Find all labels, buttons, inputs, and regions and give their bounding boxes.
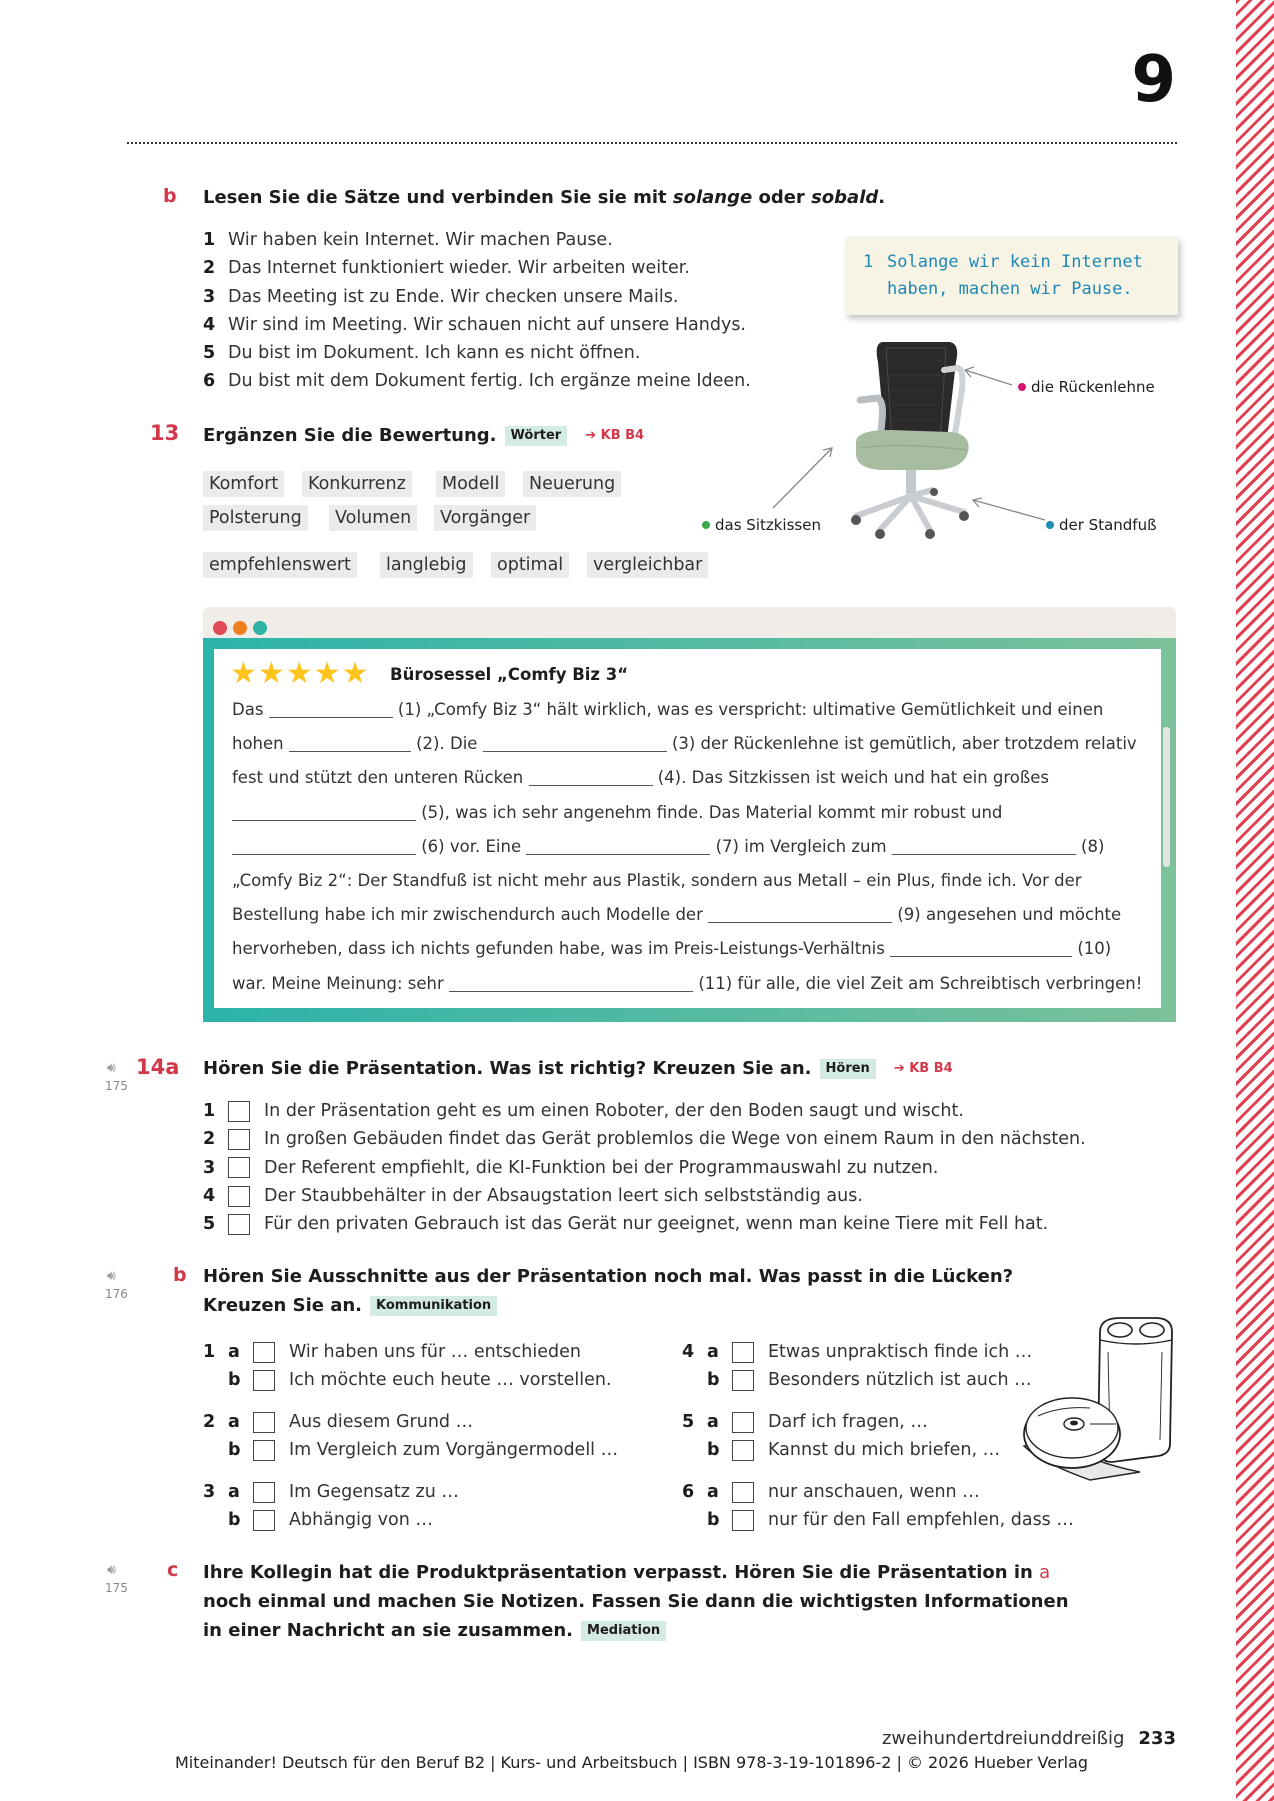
choice-option — [203, 1506, 618, 1534]
item-number: 3 — [203, 1482, 216, 1502]
option-text: Ich möchte euch heute … vorstellen. — [289, 1370, 612, 1390]
skill-tag: Hören — [820, 1059, 876, 1079]
item-number: 3 — [203, 286, 216, 307]
speaker-icon[interactable]: 🔊︎ — [107, 1268, 116, 1284]
text: (11) für alle, die viel Zeit am Schreibtisch verbringen! — [698, 973, 1143, 993]
item-number: 2 — [203, 1412, 216, 1432]
exercise-instruction — [203, 1558, 1069, 1645]
word-chip: optimal — [491, 552, 569, 578]
blank-5[interactable] — [232, 803, 416, 821]
list-item — [203, 1097, 1086, 1125]
list-item — [203, 1182, 1086, 1210]
word-chip: langlebig — [380, 552, 473, 578]
option-letter: b — [707, 1510, 720, 1530]
text: (8) — [1081, 836, 1105, 856]
exercise-instruction — [203, 183, 885, 212]
arrow-right-icon: ➔ — [893, 1061, 910, 1076]
speaker-icon[interactable]: 🔊︎ — [107, 1060, 116, 1076]
item-number: 4 — [682, 1342, 695, 1362]
choice-option — [203, 1338, 618, 1366]
instruction-text: noch einmal und machen Sie Notizen. Fassen Sie dann die wichtigsten Informationen — [203, 1591, 1069, 1612]
instruction-text: . — [878, 187, 886, 208]
exercise-letter: b — [173, 1264, 187, 1286]
label-seat — [702, 516, 821, 534]
decorative-stripe — [1236, 0, 1274, 1801]
robot-vacuum-illustration — [1020, 1312, 1176, 1482]
review-frame — [203, 638, 1176, 1022]
blank-8[interactable] — [892, 837, 1076, 855]
option-letter: b — [228, 1440, 241, 1460]
item-number: 5 — [203, 343, 216, 364]
list-item — [203, 339, 751, 367]
list-item — [203, 283, 751, 311]
instruction-text: Ergänzen Sie die Bewertung. — [203, 425, 497, 446]
option-letter: b — [707, 1370, 720, 1390]
checkbox[interactable] — [228, 1214, 250, 1235]
example-text: haben, machen wir Pause. — [887, 279, 1133, 299]
item-text: Für den privaten Gebrauch ist das Gerät nur geeignet, wenn man keine Tiere mit Fell hat. — [264, 1214, 1049, 1235]
text: (2). Die — [416, 734, 478, 754]
blank-3[interactable] — [483, 734, 667, 752]
audio-track-number: 175 — [105, 1581, 128, 1595]
option-letter: a — [707, 1482, 719, 1502]
item-number: 4 — [203, 1185, 216, 1206]
blank-2[interactable] — [289, 734, 411, 752]
example-number: 1 — [863, 252, 874, 272]
option-letter: a — [707, 1342, 719, 1362]
text: (6) vor. Eine — [421, 836, 522, 856]
exercise-instruction — [203, 421, 644, 450]
option-text: Im Gegensatz zu … — [289, 1482, 459, 1502]
word-chip: Neuerung — [523, 471, 621, 497]
example-text: Solange wir kein Internet — [887, 252, 1143, 272]
sentence-list — [203, 226, 751, 396]
list-item — [203, 226, 751, 254]
checkbox[interactable] — [253, 1440, 275, 1461]
skill-tag: Wörter — [505, 426, 568, 446]
text: (4). Das Sitzkissen ist weich und hat ein großes — [657, 768, 1050, 788]
option-text: Darf ich fragen, … — [768, 1412, 928, 1432]
choice-option — [682, 1338, 1074, 1366]
word-chip: Konkurrenz — [302, 471, 412, 497]
option-letter: a — [228, 1482, 240, 1502]
instruction-keyword: sobald — [811, 187, 879, 208]
blank-7[interactable] — [526, 837, 710, 855]
option-text: Im Vergleich zum Vorgängermodell … — [289, 1440, 619, 1460]
label-text: die Rückenlehne — [1031, 378, 1155, 396]
instruction-text: Hören Sie die Präsentation. Was ist richtig? Kreuzen Sie an. — [203, 1058, 812, 1079]
text: (7) im Vergleich zum — [715, 836, 887, 856]
checkbox[interactable] — [732, 1342, 754, 1363]
checkbox[interactable] — [732, 1370, 754, 1391]
exercise-number: 13 — [150, 421, 180, 445]
choice-option — [682, 1436, 1074, 1464]
review-title: Bürosessel „Comfy Biz 3“ — [390, 665, 629, 684]
list-item — [203, 1154, 1086, 1182]
option-letter: a — [707, 1412, 719, 1432]
choice-option — [203, 1366, 618, 1394]
text: Bestellung habe ich mir zwischendurch auch Modelle der — [232, 905, 703, 925]
checkbox[interactable] — [253, 1510, 275, 1531]
item-text: Du bist im Dokument. Ich kann es nicht öffnen. — [228, 343, 641, 364]
publication-footer: Miteinander! Deutsch für den Beruf B2 | Kurs- und Arbeitsbuch | ISBN 978-3-19-101896-2 | © 2026 Hueber Verlag — [175, 1753, 1089, 1772]
kb-text: KB B4 — [600, 428, 645, 443]
review-line — [232, 727, 1137, 761]
option-text: Abhängig von … — [289, 1510, 433, 1530]
review-line — [232, 932, 1132, 966]
page-number-word: zweihundertdreiunddreißig — [881, 1728, 1125, 1749]
exercise-number: 14a — [136, 1055, 180, 1079]
instruction-text: Hören Sie Ausschnitte aus der Präsentation noch mal. Was passt in die Lücken? — [203, 1266, 1014, 1287]
text: (1) „Comfy Biz 3“ hält wirklich, was es verspricht: ultimative Gemütlichkeit und einen — [397, 700, 1104, 719]
word-chip: vergleichbar — [587, 552, 708, 578]
audio-track-number: 175 — [105, 1079, 128, 1093]
review-line — [232, 898, 1132, 932]
checkbox[interactable] — [253, 1412, 275, 1433]
item-number: 5 — [203, 1214, 216, 1235]
item-text: In der Präsentation geht es um einen Roboter, der den Boden saugt und wischt. — [264, 1101, 964, 1121]
checkbox[interactable] — [732, 1482, 754, 1503]
item-text: Du bist mit dem Dokument fertig. Ich ergänze meine Ideen. — [228, 371, 751, 392]
choice-column-left — [203, 1338, 618, 1534]
exercise-instruction — [203, 1262, 1013, 1320]
choice-option — [682, 1366, 1074, 1394]
label-base — [1046, 516, 1157, 534]
option-letter: b — [228, 1370, 241, 1390]
list-item — [203, 311, 751, 339]
label-text: das Sitzkissen — [715, 516, 821, 534]
instruction-text: Ihre Kollegin hat die Produktpräsentation verpasst. Hören Sie die Präsentation in — [203, 1562, 1040, 1583]
exercise-letter: c — [167, 1559, 179, 1581]
window-maximize-dot — [253, 621, 267, 635]
checkbox[interactable] — [253, 1482, 275, 1503]
review-line — [232, 796, 1132, 830]
review-line — [232, 967, 1143, 1001]
item-text: Das Meeting ist zu Ende. Wir checken unsere Mails. — [228, 286, 679, 307]
kb-reference — [894, 1054, 953, 1083]
word-chip: Volumen — [329, 505, 417, 531]
item-text: In großen Gebäuden findet das Gerät problemlos die Wege von einem Raum in den nächsten. — [264, 1129, 1086, 1150]
item-number: 1 — [203, 1342, 216, 1362]
instruction-keyword: solange — [672, 187, 753, 208]
blank-10[interactable] — [890, 939, 1072, 957]
scrollbar[interactable] — [1163, 727, 1170, 867]
list-item — [203, 1125, 1086, 1153]
review-window — [203, 607, 1176, 1022]
option-letter: b — [707, 1440, 720, 1460]
instruction-text: Lesen Sie die Sätze und verbinden Sie sie mit — [203, 187, 673, 208]
option-text: nur für den Fall empfehlen, dass … — [768, 1510, 1074, 1530]
item-text: Wir sind im Meeting. Wir schauen nicht auf unsere Handys. — [228, 314, 746, 335]
option-text: Besonders nützlich ist auch … — [768, 1370, 1032, 1390]
item-number: 6 — [682, 1482, 695, 1502]
kb-text: KB B4 — [909, 1061, 953, 1076]
exercise-letter: b — [163, 185, 177, 207]
review-line: „Comfy Biz 2“: Der Standfuß ist nicht mehr aus Plastik, sondern aus Metall – ein Plus, finde ich. Vor der — [232, 871, 1082, 891]
item-number: 2 — [203, 1129, 216, 1150]
text: hohen — [232, 734, 284, 754]
label-backrest — [1018, 378, 1155, 396]
star-rating: ★★★★★ — [230, 656, 370, 691]
choice-option — [203, 1436, 618, 1464]
audio-track-number: 176 — [105, 1287, 128, 1301]
item-text: Das Internet funktioniert wieder. Wir arbeiten weiter. — [228, 258, 690, 279]
text: fest und stützt den unteren Rücken — [232, 768, 524, 788]
item-number: 3 — [203, 1157, 216, 1178]
dotted-divider — [127, 142, 1177, 144]
blank-6[interactable] — [232, 837, 416, 855]
page-footer-word — [882, 1728, 1176, 1749]
skill-tag: Mediation — [581, 1621, 666, 1641]
arrow-right-icon: ➔ — [585, 428, 601, 443]
blank-11[interactable] — [449, 974, 693, 992]
page-number: 233 — [1138, 1728, 1176, 1749]
checkbox[interactable] — [228, 1157, 250, 1178]
bullet-dot — [1018, 383, 1026, 391]
item-number: 2 — [203, 258, 216, 279]
choice-option — [203, 1478, 618, 1506]
choice-column-right — [682, 1338, 1074, 1534]
option-text: nur anschauen, wenn … — [768, 1482, 980, 1502]
item-number: 4 — [203, 314, 216, 335]
window-minimize-dot — [233, 621, 247, 635]
checkbox[interactable] — [228, 1101, 250, 1122]
item-number: 5 — [682, 1412, 695, 1432]
review-line — [232, 761, 1132, 795]
option-letter: b — [228, 1510, 241, 1530]
word-chip: Vorgänger — [434, 505, 536, 531]
checkbox[interactable] — [228, 1129, 250, 1150]
text: hervorheben, dass ich nichts gefunden habe, was im Preis-Leistungs-Verhältnis — [232, 939, 885, 959]
checkbox[interactable] — [732, 1440, 754, 1461]
review-line — [232, 693, 1132, 727]
true-false-list — [203, 1097, 1086, 1238]
blank-9[interactable] — [708, 905, 892, 923]
exercise-instruction — [203, 1054, 953, 1083]
word-chip: empfehlenswert — [203, 552, 357, 578]
text: (9) angesehen und möchte — [897, 905, 1122, 925]
text: (5), was ich sehr angenehm finde. Das Material kommt mir robust und — [421, 802, 1003, 822]
exercise-reference: a — [1039, 1562, 1051, 1583]
skill-tag: Kommunikation — [370, 1296, 497, 1316]
example-note — [845, 237, 1178, 315]
text: war. Meine Meinung: sehr — [232, 973, 444, 993]
item-text: Wir haben kein Internet. Wir machen Pause. — [228, 230, 613, 250]
item-number: 1 — [203, 230, 216, 250]
blank-1[interactable] — [269, 700, 393, 718]
option-text: Etwas unpraktisch finde ich … — [768, 1342, 1033, 1362]
text: (3) der Rückenlehne ist gemütlich, aber trotzdem relativ — [671, 734, 1137, 754]
instruction-text: oder — [752, 187, 812, 208]
option-text: Aus diesem Grund … — [289, 1412, 474, 1432]
item-number: 6 — [203, 371, 216, 392]
option-letter: a — [228, 1412, 240, 1432]
checkbox[interactable] — [253, 1342, 275, 1363]
item-text: Der Referent empfiehlt, die KI-Funktion bei der Programmauswahl zu nutzen. — [264, 1157, 939, 1178]
blank-4[interactable] — [529, 768, 653, 786]
option-text: Kannst du mich briefen, … — [768, 1440, 1001, 1460]
review-content — [214, 649, 1161, 1008]
word-chip: Polsterung — [203, 505, 308, 531]
review-text — [232, 693, 1143, 1001]
window-close-dot — [213, 621, 227, 635]
instruction-text: in einer Nachricht an sie zusammen. — [203, 1620, 574, 1641]
checkbox[interactable] — [228, 1186, 250, 1207]
office-chair-illustration — [760, 330, 1200, 540]
chapter-number: 9 — [1131, 43, 1176, 117]
checkbox[interactable] — [732, 1412, 754, 1433]
list-item — [203, 254, 751, 282]
checkbox[interactable] — [253, 1370, 275, 1391]
instruction-text: Kreuzen Sie an. — [203, 1295, 363, 1316]
option-text: Wir haben uns für … entschieden — [289, 1342, 581, 1362]
list-item — [203, 1210, 1086, 1238]
checkbox[interactable] — [732, 1510, 754, 1531]
kb-reference — [585, 421, 644, 450]
choice-option — [682, 1506, 1074, 1534]
text: Das — [232, 700, 264, 719]
review-line — [232, 830, 1132, 864]
label-text: der Standfuß — [1059, 516, 1157, 534]
option-letter: a — [228, 1342, 240, 1362]
choice-option — [203, 1408, 618, 1436]
item-number: 1 — [203, 1101, 216, 1121]
choice-option — [682, 1478, 1074, 1506]
speaker-icon[interactable]: 🔊︎ — [107, 1562, 116, 1578]
choice-option — [682, 1408, 1074, 1436]
text: (10) — [1077, 939, 1112, 959]
bullet-dot — [1046, 521, 1054, 529]
word-chip: Komfort — [203, 471, 284, 497]
bullet-dot — [702, 521, 710, 529]
list-item — [203, 367, 751, 395]
item-text: Der Staubbehälter in der Absaugstation leert sich selbstständig aus. — [264, 1185, 863, 1206]
word-chip: Modell — [436, 471, 505, 497]
